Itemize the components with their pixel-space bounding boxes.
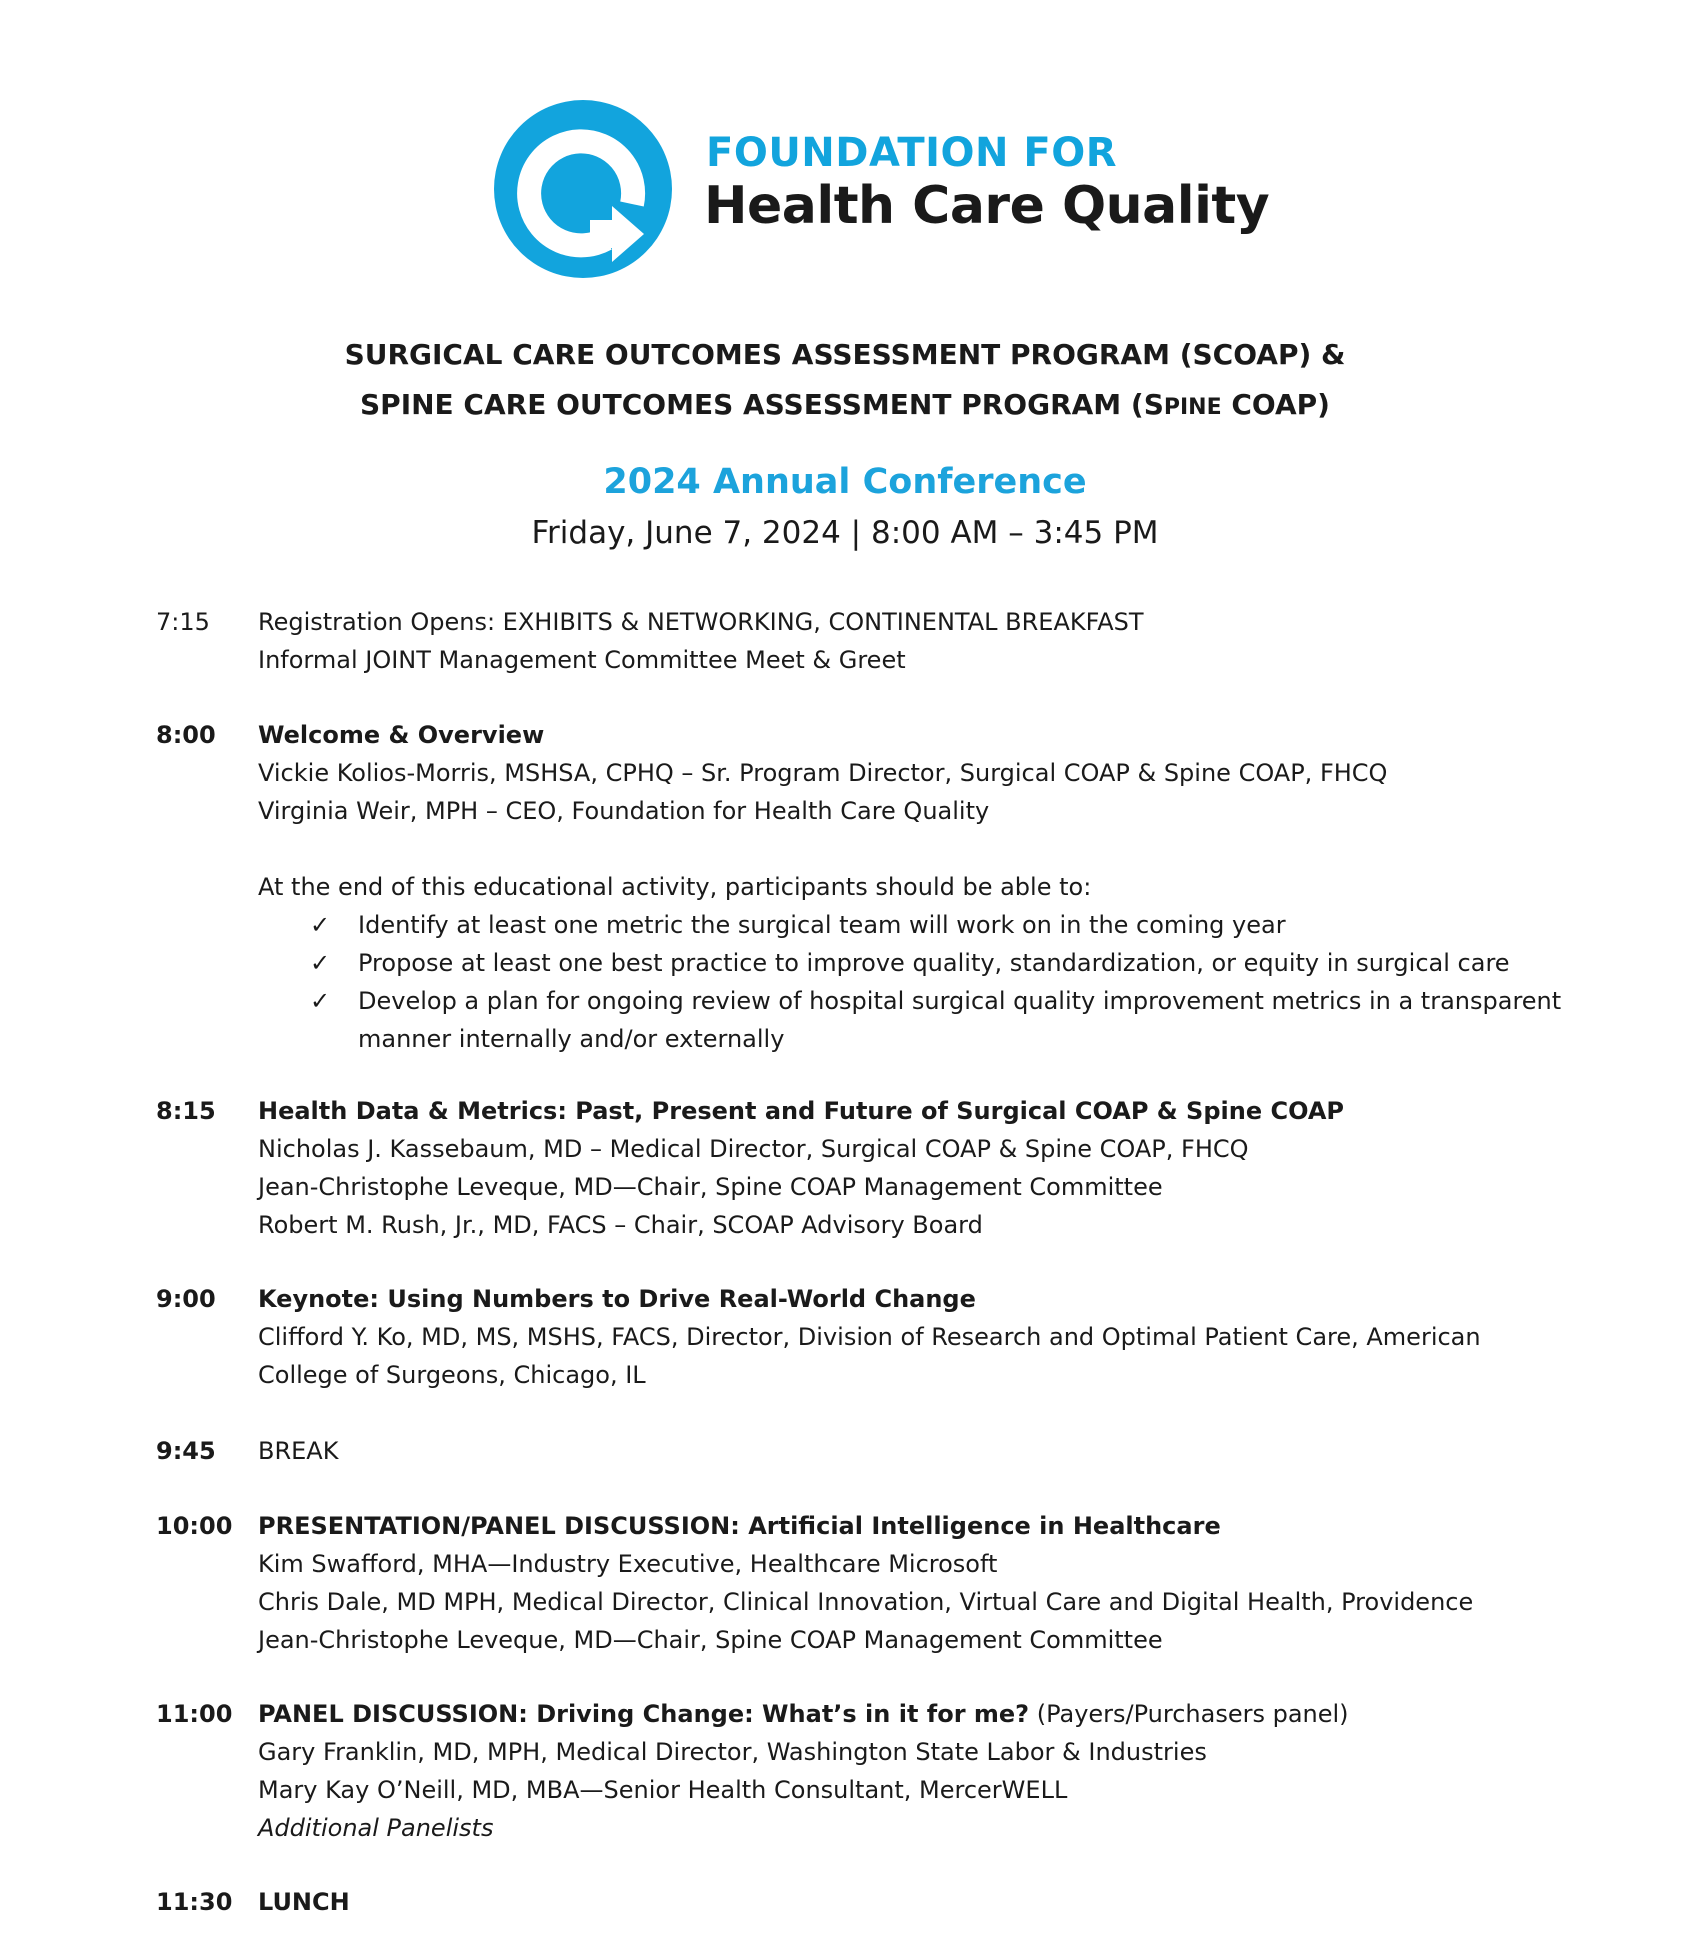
objectives-intro: At the end of this educational activity, participants should be able to: — [258, 873, 1092, 901]
agenda-time: 9:00 — [156, 1285, 216, 1313]
program-title-smallcaps: PINE — [1163, 395, 1222, 420]
agenda-line: Nicholas J. Kassebaum, MD – Medical Director, Surgical COAP & Spine COAP, FHCQ — [258, 1135, 1249, 1163]
agenda-session-title-line — [258, 1695, 1638, 1733]
agenda-session-title: Welcome & Overview — [258, 721, 545, 749]
agenda-line: Mary Kay O’Neill, MD, MBA—Senior Health Consultant, MercerWELL — [258, 1776, 1068, 1804]
program-title-scoap: SURGICAL CARE OUTCOMES ASSESSMENT PROGRAM (SCOAP) & — [344, 338, 1346, 371]
agenda-line: Registration Opens: EXHIBITS & NETWORKING, CONTINENTAL BREAKFAST — [258, 608, 1144, 636]
objective-text: Identify at least one metric the surgical team will work on in the coming year — [358, 911, 1286, 939]
agenda-time: 11:30 — [156, 1888, 233, 1916]
logo-text-line1: FOUNDATION FOR — [706, 130, 1118, 176]
agenda-time: 10:00 — [156, 1512, 233, 1540]
agenda-line: Vickie Kolios-Morris, MSHSA, CPHQ – Sr. Program Director, Surgical COAP & Spine COAP, FHCQ — [258, 759, 1388, 787]
agenda-content — [258, 1280, 1638, 1394]
agenda-time: 7:15 — [156, 608, 210, 636]
agenda-time: 8:15 — [156, 1097, 216, 1125]
agenda-session-title: LUNCH — [258, 1888, 350, 1916]
agenda-content — [258, 1883, 1638, 1921]
agenda-time: 11:00 — [156, 1700, 233, 1728]
agenda-session-title: Keynote: Using Numbers to Drive Real-World Change — [258, 1285, 976, 1313]
program-title-spine-coap — [0, 380, 1690, 433]
checkmark-icon: ✓ — [310, 911, 331, 939]
logo-text-line2: Health Care Quality — [704, 176, 1270, 236]
agenda-time: 9:45 — [156, 1437, 216, 1465]
agenda-line: Robert M. Rush, Jr., MD, FACS – Chair, SCOAP Advisory Board — [258, 1211, 983, 1239]
agenda-line-italic: Additional Panelists — [258, 1814, 494, 1842]
q-arrow-logo-icon — [494, 100, 672, 278]
agenda-content — [258, 1695, 1638, 1847]
program-title-s: S — [1143, 388, 1164, 421]
program-title-suffix: COAP) — [1221, 388, 1330, 421]
conference-date: Friday, June 7, 2024 | 8:00 AM – 3:45 PM — [531, 515, 1159, 551]
agenda-session-title: Health Data & Metrics: Past, Present and Future of Surgical COAP & Spine COAP — [258, 1097, 1344, 1125]
agenda-content — [258, 603, 1638, 679]
agenda-line: BREAK — [258, 1437, 339, 1465]
objective-text: Develop a plan for ongoing review of hospital surgical quality improvement metrics in a transparent manner internally and/or externally — [358, 987, 1562, 1053]
agenda-line: Kim Swafford, MHA—Industry Executive, Healthcare Microsoft — [258, 1550, 998, 1578]
agenda-content — [258, 1092, 1638, 1244]
agenda-time: 8:00 — [156, 721, 216, 749]
checkmark-icon: ✓ — [310, 987, 331, 1015]
objective-text: Propose at least one best practice to improve quality, standardization, or equity in surgical care — [358, 949, 1510, 977]
program-titles — [0, 330, 1690, 433]
agenda-content — [258, 1507, 1638, 1659]
agenda-line: College of Surgeons, Chicago, IL — [258, 1361, 646, 1389]
agenda-session-title: PANEL DISCUSSION: Driving Change: What’s in it for me? — [258, 1700, 1030, 1728]
agenda-line: Jean-Christophe Leveque, MD—Chair, Spine COAP Management Committee — [258, 1626, 1163, 1654]
agenda-line: Chris Dale, MD MPH, Medical Director, Clinical Innovation, Virtual Care and Digital Health, Providence — [258, 1588, 1474, 1616]
agenda-content — [258, 716, 1638, 1058]
agenda-session-title: PRESENTATION/PANEL DISCUSSION: Artificial Intelligence in Healthcare — [258, 1512, 1221, 1540]
program-title-prefix: SPINE CARE OUTCOMES ASSESSMENT PROGRAM ( — [360, 388, 1144, 421]
objective-item — [258, 944, 1638, 982]
conference-title: 2024 Annual Conference — [603, 462, 1087, 502]
agenda-line: Jean-Christophe Leveque, MD—Chair, Spine COAP Management Committee — [258, 1173, 1163, 1201]
agenda-line: Clifford Y. Ko, MD, MS, MSHS, FACS, Director, Division of Research and Optimal Patient Care, American — [258, 1323, 1481, 1351]
agenda-content — [258, 1432, 1638, 1470]
checkmark-icon: ✓ — [310, 949, 331, 977]
agenda-line: Gary Franklin, MD, MPH, Medical Director, Washington State Labor & Industries — [258, 1738, 1207, 1766]
organization-logo — [494, 100, 1270, 280]
agenda-line: Informal JOINT Management Committee Meet & Greet — [258, 646, 906, 674]
objective-item — [258, 982, 1638, 1058]
objective-item — [258, 906, 1638, 944]
agenda-session-title-suffix: (Payers/Purchasers panel) — [1029, 1700, 1349, 1728]
agenda-line: Virginia Weir, MPH – CEO, Foundation for Health Care Quality — [258, 797, 990, 825]
